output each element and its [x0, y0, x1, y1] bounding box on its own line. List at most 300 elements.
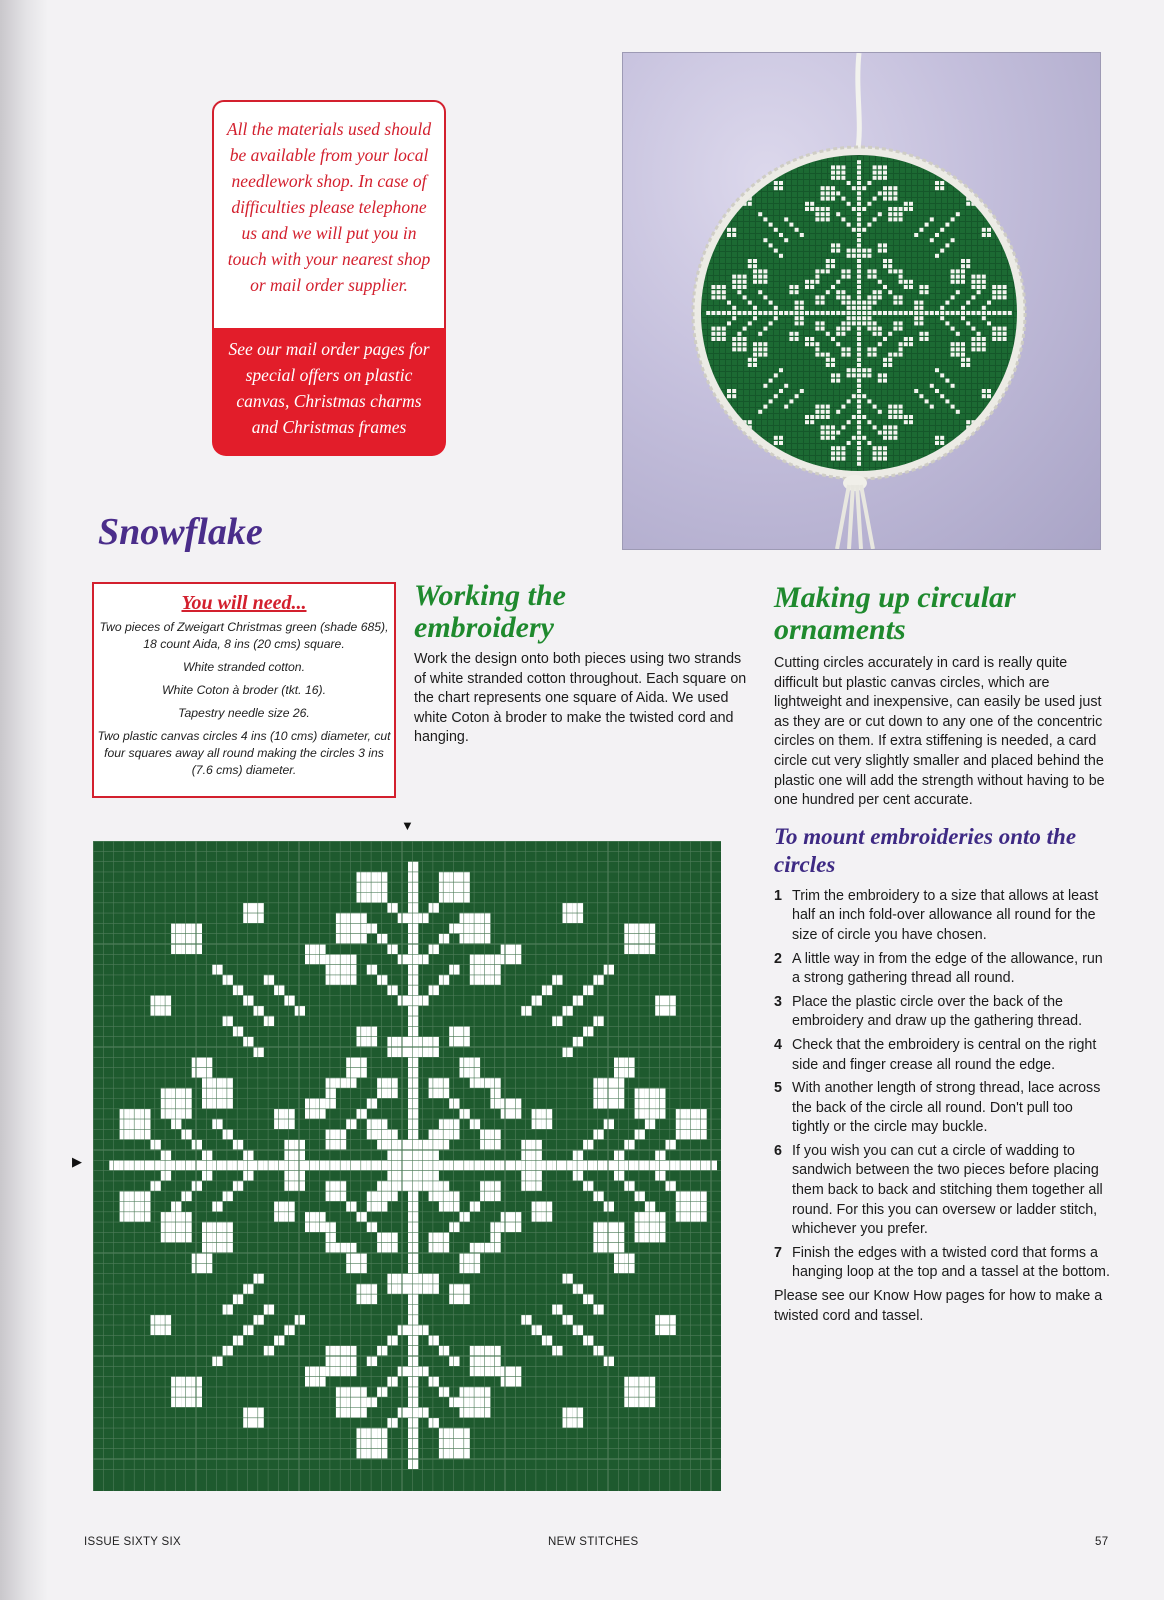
photo-stitch: [862, 394, 866, 398]
chart-stitch: [542, 1109, 552, 1119]
chart-stitch: [171, 933, 181, 943]
chart-stitch: [449, 882, 459, 892]
chart-stitch: [315, 1212, 325, 1222]
chart-stitch: [326, 954, 336, 964]
photo-stitch: [711, 311, 715, 315]
chart-stitch: [377, 1191, 387, 1201]
chart-stitch: [460, 1109, 470, 1119]
photo-stitch: [717, 295, 721, 299]
chart-stitch: [346, 1345, 356, 1355]
chart-stitch: [583, 1335, 593, 1345]
photo-stitch: [925, 311, 929, 315]
photo-stitch: [847, 275, 851, 279]
chart-stitch: [398, 954, 408, 964]
photo-stitch: [925, 290, 929, 294]
chart-stitch: [336, 1242, 346, 1252]
chart-stitch: [408, 1139, 418, 1149]
chart-stitch: [171, 1222, 181, 1232]
chart-stitch: [212, 1232, 222, 1242]
photo-stitch: [784, 384, 788, 388]
photo-stitch: [888, 269, 892, 273]
chart-stitch: [418, 1160, 428, 1170]
chart-stitch: [573, 1170, 583, 1180]
photo-stitch: [909, 311, 913, 315]
photo-stitch: [899, 405, 903, 409]
photo-stitch: [847, 373, 851, 377]
chart-stitch: [511, 1098, 521, 1108]
chart-stitch: [305, 1376, 315, 1386]
photo-stitch: [899, 212, 903, 216]
chart-stitch: [223, 1304, 233, 1314]
chart-stitch: [408, 995, 418, 1005]
chart-stitch: [429, 903, 439, 913]
chart-stitch: [429, 1036, 439, 1046]
chart-stitch: [501, 1160, 511, 1170]
photo-stitch: [841, 457, 845, 461]
chart-stitch: [161, 1150, 171, 1160]
photo-stitch: [961, 347, 965, 351]
chart-stitch: [346, 1057, 356, 1067]
photo-stitch: [961, 353, 965, 357]
chart-stitch: [202, 1232, 212, 1242]
photo-stitch: [878, 165, 882, 169]
chart-stitch: [192, 933, 202, 943]
photo-stitch: [841, 217, 845, 221]
chart-stitch: [387, 1150, 397, 1160]
photo-stitch: [919, 337, 923, 341]
photo-stitch: [899, 415, 903, 419]
chart-stitch: [614, 1242, 624, 1252]
photo-stitch: [831, 249, 835, 253]
photo-stitch: [815, 207, 819, 211]
photo-stitch: [935, 254, 939, 258]
photo-stitch: [821, 327, 825, 331]
chart-stitch: [470, 923, 480, 933]
photo-stitch: [836, 342, 840, 346]
photo-stitch: [867, 275, 871, 279]
photo-stitch: [748, 259, 752, 263]
chart-stitch: [593, 1088, 603, 1098]
chart-stitch: [480, 964, 490, 974]
chart-stitch: [635, 1387, 645, 1397]
chart-stitch: [315, 1222, 325, 1232]
photo-stitch: [732, 285, 736, 289]
chart-stitch: [635, 1397, 645, 1407]
photo-stitch: [852, 415, 856, 419]
photo-stitch: [883, 259, 887, 263]
chart-stitch: [439, 892, 449, 902]
photo-stitch: [862, 321, 866, 325]
chart-stitch: [563, 913, 573, 923]
chart-stitch: [274, 1212, 284, 1222]
photo-stitch: [956, 212, 960, 216]
photo-stitch: [857, 379, 861, 383]
photo-stitch: [800, 233, 804, 237]
photo-stitch: [841, 197, 845, 201]
photo-stitch: [795, 228, 799, 232]
photo-stitch: [847, 254, 851, 258]
photo-stitch: [873, 457, 877, 461]
chart-stitch: [387, 1129, 397, 1139]
chart-stitch: [480, 1345, 490, 1355]
photo-stitch: [925, 285, 929, 289]
photo-stitch: [748, 301, 752, 305]
chart-stitch: [284, 1325, 294, 1335]
chart-stitch: [140, 1160, 150, 1170]
chart-stitch: [449, 1397, 459, 1407]
supplier-info-box: [212, 100, 446, 458]
photo-stitch: [717, 311, 721, 315]
chart-stitch: [439, 1438, 449, 1448]
chart-stitch: [130, 1119, 140, 1129]
photo-stitch: [732, 394, 736, 398]
chart-stitch: [573, 1284, 583, 1294]
photo-stitch: [831, 373, 835, 377]
photo-stitch: [956, 332, 960, 336]
chart-stitch: [635, 933, 645, 943]
chart-stitch: [346, 1201, 356, 1211]
photo-stitch: [977, 285, 981, 289]
chart-stitch: [645, 1088, 655, 1098]
chart-stitch: [408, 892, 418, 902]
chart-stitch: [439, 1242, 449, 1252]
chart-stitch: [686, 1212, 696, 1222]
chart-stitch: [212, 1222, 222, 1232]
photo-stitch: [966, 363, 970, 367]
chart-stitch: [315, 1376, 325, 1386]
photo-stitch: [873, 295, 877, 299]
photo-stitch: [847, 306, 851, 310]
photo-stitch: [992, 295, 996, 299]
chart-stitch: [305, 1366, 315, 1376]
photo-stitch: [821, 212, 825, 216]
chart-stitch: [624, 1387, 634, 1397]
chart-stitch: [624, 1263, 634, 1273]
photo-stitch: [732, 233, 736, 237]
photo-stitch: [784, 238, 788, 242]
photo-stitch: [919, 301, 923, 305]
chart-stitch: [192, 944, 202, 954]
chart-stitch: [655, 1150, 665, 1160]
photo-stitch: [800, 306, 804, 310]
chart-stitch: [460, 1160, 470, 1170]
photo-stitch: [722, 332, 726, 336]
chart-stitch: [367, 1036, 377, 1046]
chart-stitch: [511, 1222, 521, 1232]
photo-stitch: [873, 451, 877, 455]
photo-stitch: [711, 290, 715, 294]
photo-stitch: [831, 264, 835, 268]
photo-stitch: [815, 311, 819, 315]
chart-center-marker-top: ▼: [401, 818, 414, 833]
chart-stitch: [357, 1438, 367, 1448]
chart-stitch: [181, 944, 191, 954]
photo-stitch: [961, 306, 965, 310]
photo-stitch: [878, 249, 882, 253]
chart-stitch: [130, 1212, 140, 1222]
photo-stitch: [857, 327, 861, 331]
chart-stitch: [408, 954, 418, 964]
photo-stitch: [867, 420, 871, 424]
chart-stitch: [202, 1098, 212, 1108]
photo-stitch: [847, 249, 851, 253]
chart-stitch: [212, 964, 222, 974]
chart-stitch: [460, 882, 470, 892]
photo-stitch: [935, 181, 939, 185]
chart-stitch: [460, 913, 470, 923]
cross-stitch-chart-grid: [93, 841, 721, 1491]
photo-stitch: [847, 301, 851, 305]
photo-stitch: [732, 316, 736, 320]
chart-stitch: [624, 1253, 634, 1263]
chart-stitch: [460, 1438, 470, 1448]
photo-stitch: [893, 321, 897, 325]
photo-stitch: [815, 217, 819, 221]
chart-stitch: [645, 1232, 655, 1242]
photo-stitch: [789, 337, 793, 341]
chart-stitch: [573, 1150, 583, 1160]
cross-stitch-chart: [93, 841, 721, 1496]
chart-stitch: [676, 1212, 686, 1222]
photo-stitch: [867, 269, 871, 273]
chart-stitch: [326, 1345, 336, 1355]
chart-stitch: [532, 995, 542, 1005]
photo-stitch: [893, 425, 897, 429]
chart-stitch: [377, 1232, 387, 1242]
photo-stitch: [977, 275, 981, 279]
photo-stitch: [873, 425, 877, 429]
photo-stitch: [743, 275, 747, 279]
chart-stitch: [264, 975, 274, 985]
photo-stitch: [852, 316, 856, 320]
photo-stitch: [826, 269, 830, 273]
photo-stitch: [961, 259, 965, 263]
chart-stitch: [449, 1201, 459, 1211]
chart-stitch: [470, 1119, 480, 1129]
chart-stitch: [480, 1242, 490, 1252]
photo-stitch: [737, 347, 741, 351]
chart-stitch: [614, 1098, 624, 1108]
chart-stitch: [460, 1428, 470, 1438]
chart-stitch: [645, 933, 655, 943]
photo-stitch: [888, 363, 892, 367]
photo-stitch: [769, 301, 773, 305]
photo-stitch: [961, 280, 965, 284]
photo-stitch: [815, 327, 819, 331]
chart-stitch: [604, 1232, 614, 1242]
chart-stitch: [295, 1006, 305, 1016]
photo-stitch: [815, 212, 819, 216]
photo-stitch: [826, 425, 830, 429]
chart-stitch: [408, 1078, 418, 1088]
photo-stitch: [883, 337, 887, 341]
chart-stitch: [614, 1057, 624, 1067]
chart-stitch: [408, 1170, 418, 1180]
photo-stitch: [971, 337, 975, 341]
photo-stitch: [883, 171, 887, 175]
chart-stitch: [223, 1345, 233, 1355]
chart-stitch: [521, 1006, 531, 1016]
photo-stitch: [800, 311, 804, 315]
photo-stitch: [847, 420, 851, 424]
photo-stitch: [774, 373, 778, 377]
photo-stitch: [857, 165, 861, 169]
chart-stitch: [336, 1356, 346, 1366]
photo-stitch: [867, 441, 871, 445]
chart-stitch: [284, 1212, 294, 1222]
chart-stitch: [532, 1119, 542, 1129]
photo-stitch: [769, 243, 773, 247]
chart-stitch: [460, 1212, 470, 1222]
photo-stitch: [758, 353, 762, 357]
photo-stitch: [878, 171, 882, 175]
chart-stitch: [284, 1119, 294, 1129]
photo-stitch: [977, 431, 981, 435]
chart-stitch: [552, 1160, 562, 1170]
chart-stitch: [490, 1222, 500, 1232]
chart-stitch: [387, 1232, 397, 1242]
photo-stitch: [737, 275, 741, 279]
chart-stitch: [357, 1284, 367, 1294]
chart-stitch: [408, 1036, 418, 1046]
chart-stitch: [449, 964, 459, 974]
photo-stitch: [758, 212, 762, 216]
chart-stitch: [408, 1356, 418, 1366]
chart-stitch: [171, 1109, 181, 1119]
photo-stitch: [821, 186, 825, 190]
chart-stitch: [181, 923, 191, 933]
chart-stitch: [542, 1201, 552, 1211]
photo-stitch: [857, 238, 861, 242]
photo-stitch: [748, 363, 752, 367]
photo-stitch: [789, 290, 793, 294]
photo-stitch: [919, 332, 923, 336]
chart-stitch: [470, 933, 480, 943]
chart-stitch: [593, 1242, 603, 1252]
chart-stitch: [243, 1160, 253, 1170]
photo-stitch: [878, 176, 882, 180]
chart-stitch: [161, 1170, 171, 1180]
chart-stitch: [429, 1191, 439, 1201]
chart-stitch: [696, 1109, 706, 1119]
photo-stitch: [789, 311, 793, 315]
photo-stitch: [753, 306, 757, 310]
photo-stitch: [836, 446, 840, 450]
chart-stitch: [408, 1253, 418, 1263]
ornament-photo: [622, 52, 1101, 550]
photo-stitch: [951, 269, 955, 273]
chart-stitch: [429, 1418, 439, 1428]
photo-stitch: [862, 368, 866, 372]
photo-stitch: [748, 264, 752, 268]
photo-stitch: [857, 280, 861, 284]
photo-stitch: [971, 347, 975, 351]
photo-stitch: [753, 363, 757, 367]
photo-stitch: [867, 347, 871, 351]
photo-stitch: [883, 311, 887, 315]
chart-stitch: [377, 1139, 387, 1149]
photo-stitch: [899, 295, 903, 299]
chart-stitch: [408, 944, 418, 954]
photo-stitch: [826, 290, 830, 294]
photo-stitch: [883, 243, 887, 247]
photo-stitch: [977, 342, 981, 346]
photo-stitch: [831, 451, 835, 455]
photo-stitch: [826, 358, 830, 362]
photo-stitch: [888, 197, 892, 201]
photo-stitch: [945, 379, 949, 383]
photo-stitch: [857, 394, 861, 398]
chart-stitch: [573, 903, 583, 913]
chart-stitch: [377, 1160, 387, 1170]
chart-stitch: [315, 1160, 325, 1170]
chart-stitch: [387, 1335, 397, 1345]
photo-stitch: [857, 269, 861, 273]
chart-stitch: [181, 1376, 191, 1386]
photo-stitch: [862, 306, 866, 310]
chart-stitch: [624, 923, 634, 933]
chart-stitch: [408, 1119, 418, 1129]
chart-stitch: [223, 1222, 233, 1232]
photo-stitch: [815, 415, 819, 419]
photo-stitch: [873, 290, 877, 294]
photo-stitch: [904, 420, 908, 424]
photo-stitch: [836, 431, 840, 435]
chart-stitch: [336, 1160, 346, 1170]
chart-stitch: [408, 1428, 418, 1438]
photo-stitch: [722, 311, 726, 315]
chart-stitch: [120, 1191, 130, 1201]
photo-stitch: [971, 311, 975, 315]
photo-stitch: [743, 295, 747, 299]
photo-stitch: [878, 446, 882, 450]
chart-stitch: [357, 913, 367, 923]
chart-stitch: [408, 1129, 418, 1139]
chart-stitch: [604, 1242, 614, 1252]
chart-stitch: [490, 1232, 500, 1242]
chart-stitch: [490, 1356, 500, 1366]
photo-stitch: [795, 301, 799, 305]
chart-stitch: [480, 923, 490, 933]
photo-stitch: [935, 441, 939, 445]
chart-stitch: [387, 944, 397, 954]
chart-stitch: [408, 1459, 418, 1469]
photo-stitch: [717, 285, 721, 289]
chart-stitch: [480, 1387, 490, 1397]
photo-stitch: [732, 337, 736, 341]
chart-stitch: [449, 923, 459, 933]
photo-stitch: [727, 394, 731, 398]
chart-stitch: [284, 1201, 294, 1211]
photo-stitch: [836, 176, 840, 180]
chart-stitch: [521, 1160, 531, 1170]
chart-stitch: [480, 1139, 490, 1149]
photo-stitch: [888, 410, 892, 414]
photo-stitch: [961, 342, 965, 346]
photo-stitch: [826, 436, 830, 440]
chart-stitch: [367, 1294, 377, 1304]
chart-stitch: [532, 1181, 542, 1191]
making-up-heading: Making up circular ornaments: [774, 581, 1016, 646]
photo-stitch: [722, 327, 726, 331]
photo-stitch: [836, 243, 840, 247]
photo-stitch: [732, 347, 736, 351]
chart-stitch: [120, 1129, 130, 1139]
chart-stitch: [429, 1088, 439, 1098]
chart-stitch: [284, 1150, 294, 1160]
chart-stitch: [501, 1376, 511, 1386]
photo-stitch: [826, 259, 830, 263]
